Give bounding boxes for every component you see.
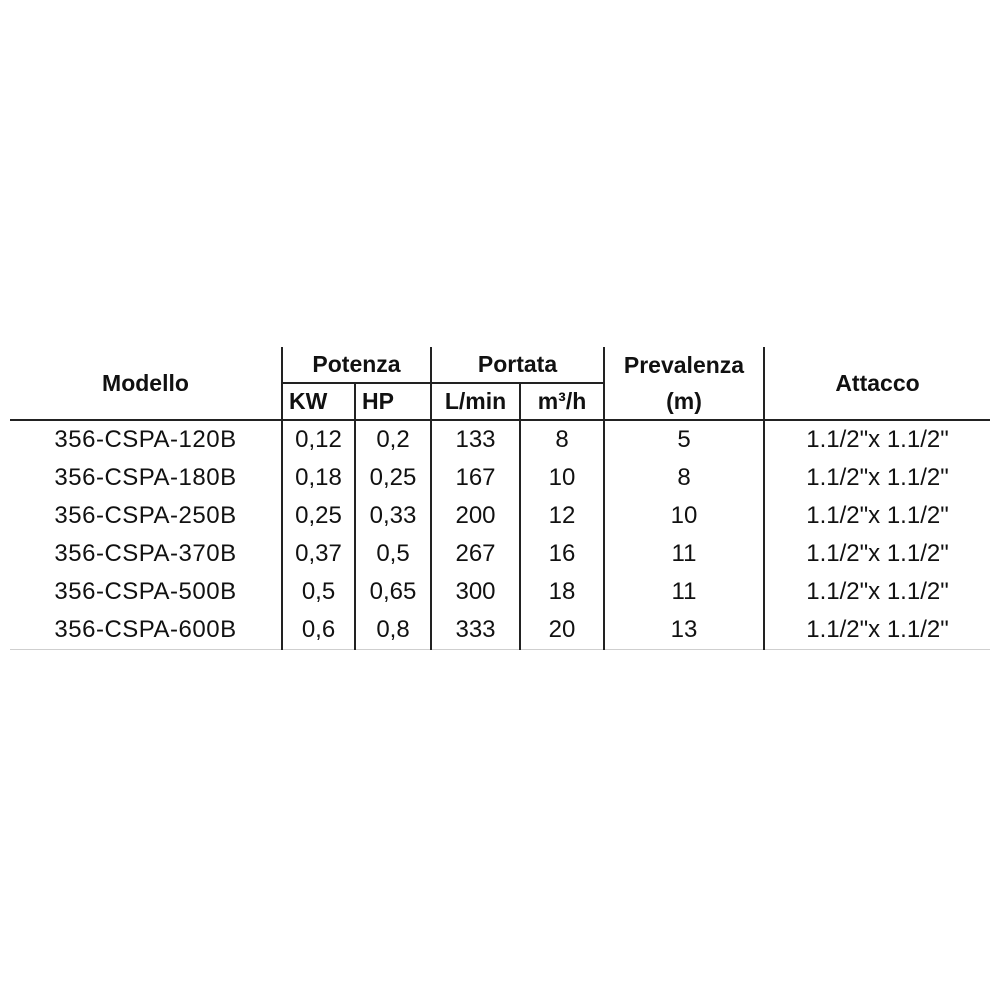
cell-prevalenza: 11 bbox=[604, 535, 764, 573]
cell-lmin: 267 bbox=[431, 535, 520, 573]
cell-lmin: 200 bbox=[431, 497, 520, 535]
cell-lmin: 167 bbox=[431, 459, 520, 497]
cell-prevalenza: 8 bbox=[604, 459, 764, 497]
table-row bbox=[10, 611, 990, 650]
cell-attacco: 1.1/2"x 1.1/2" bbox=[764, 573, 990, 611]
table-row bbox=[10, 573, 990, 611]
cell-attacco: 1.1/2"x 1.1/2" bbox=[764, 497, 990, 535]
cell-hp: 0,33 bbox=[355, 497, 431, 535]
header-lmin: L/min bbox=[431, 383, 520, 420]
cell-attacco: 1.1/2"x 1.1/2" bbox=[764, 420, 990, 459]
cell-lmin: 333 bbox=[431, 611, 520, 650]
cell-prevalenza: 13 bbox=[604, 611, 764, 650]
cell-modello: 356-CSPA-370B bbox=[54, 540, 237, 567]
header-row-top bbox=[10, 347, 990, 383]
cell-lmin: 300 bbox=[431, 573, 520, 611]
cell-hp: 0,5 bbox=[355, 535, 431, 573]
cell-modello: 356-CSPA-120B bbox=[54, 426, 237, 453]
cell-attacco: 1.1/2"x 1.1/2" bbox=[764, 535, 990, 573]
cell-lmin: 133 bbox=[431, 420, 520, 459]
header-potenza: Potenza bbox=[282, 347, 431, 383]
cell-kw: 0,6 bbox=[282, 611, 355, 650]
header-portata: Portata bbox=[431, 347, 604, 383]
cell-m3h: 18 bbox=[520, 573, 604, 611]
cell-prevalenza: 5 bbox=[604, 420, 764, 459]
cell-kw: 0,37 bbox=[282, 535, 355, 573]
table-row bbox=[10, 420, 990, 459]
cell-hp: 0,65 bbox=[355, 573, 431, 611]
table-row bbox=[10, 497, 990, 535]
cell-hp: 0,2 bbox=[355, 420, 431, 459]
header-modello: Modello bbox=[10, 347, 282, 420]
cell-m3h: 20 bbox=[520, 611, 604, 650]
header-prevalenza: Prevalenza bbox=[604, 347, 764, 383]
cell-hp: 0,25 bbox=[355, 459, 431, 497]
cell-kw: 0,25 bbox=[282, 497, 355, 535]
header-m3h: m³/h bbox=[520, 383, 604, 420]
cell-m3h: 12 bbox=[520, 497, 604, 535]
cell-prevalenza: 10 bbox=[604, 497, 764, 535]
header-prevalenza-unit: (m) bbox=[604, 383, 764, 420]
cell-hp: 0,8 bbox=[355, 611, 431, 650]
table-row bbox=[10, 535, 990, 573]
header-kw: KW bbox=[282, 383, 355, 420]
cell-kw: 0,5 bbox=[282, 573, 355, 611]
cell-modello: 356-CSPA-600B bbox=[10, 611, 282, 650]
cell-kw: 0,18 bbox=[282, 459, 355, 497]
cell-modello: 356-CSPA-180B bbox=[54, 464, 237, 491]
header-attacco: Attacco bbox=[764, 347, 990, 420]
cell-m3h: 10 bbox=[520, 459, 604, 497]
cell-prevalenza: 11 bbox=[604, 573, 764, 611]
cell-m3h: 16 bbox=[520, 535, 604, 573]
table-row bbox=[10, 459, 990, 497]
cell-kw: 0,12 bbox=[282, 420, 355, 459]
cell-attacco: 1.1/2"x 1.1/2" bbox=[764, 611, 990, 650]
cell-m3h: 8 bbox=[520, 420, 604, 459]
header-hp: HP bbox=[355, 383, 431, 420]
pump-spec-table bbox=[10, 347, 990, 650]
cell-modello: 356-CSPA-500B bbox=[54, 578, 237, 605]
cell-attacco: 1.1/2"x 1.1/2" bbox=[764, 459, 990, 497]
cell-modello: 356-CSPA-250B bbox=[54, 502, 237, 529]
